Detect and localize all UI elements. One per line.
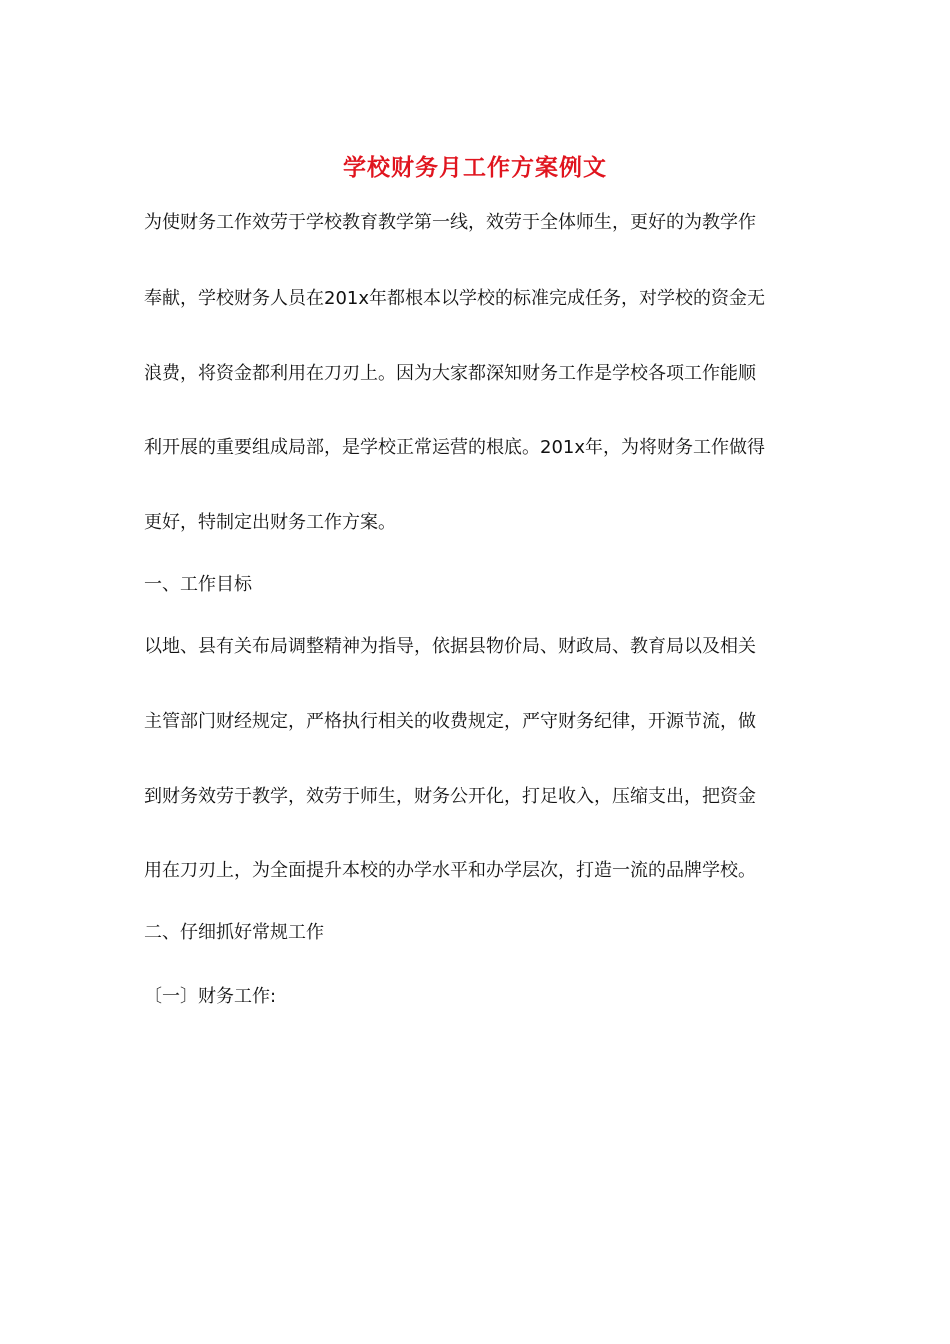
paragraph-line: 奉献，学校财务人员在201x年都根本以学校的标准完成任务，对学校的资金无 bbox=[144, 288, 766, 309]
paragraph-line: 利开展的重要组成局部，是学校正常运营的根底。201x年，为将财务工作做得 bbox=[144, 437, 766, 458]
paragraph-line: 主管部门财经规定，严格执行相关的收费规定，严守财务纪律，开源节流，做 bbox=[144, 711, 756, 732]
section-heading: 一、工作目标 bbox=[144, 574, 252, 595]
paragraph-line: 浪费，将资金都利用在刀刃上。因为大家都深知财务工作是学校各项工作能顺 bbox=[144, 363, 756, 384]
paragraph-line: 到财务效劳于教学，效劳于师生，财务公开化，打足收入，压缩支出，把资金 bbox=[144, 786, 756, 807]
subsection-heading: 〔一〕财务工作: bbox=[144, 986, 277, 1007]
paragraph-line: 为使财务工作效劳于学校教育教学第一线，效劳于全体师生，更好的为教学作 bbox=[144, 212, 756, 233]
paragraph-line: 更好，特制定出财务工作方案。 bbox=[144, 512, 396, 533]
paragraph-line: 以地、县有关布局调整精神为指导，依据县物价局、财政局、教育局以及相关 bbox=[144, 636, 756, 657]
section-heading: 二、仔细抓好常规工作 bbox=[144, 922, 324, 943]
document-title: 学校财务月工作方案例文 bbox=[343, 154, 607, 181]
paragraph-line: 用在刀刃上，为全面提升本校的办学水平和办学层次，打造一流的品牌学校。 bbox=[144, 860, 756, 881]
